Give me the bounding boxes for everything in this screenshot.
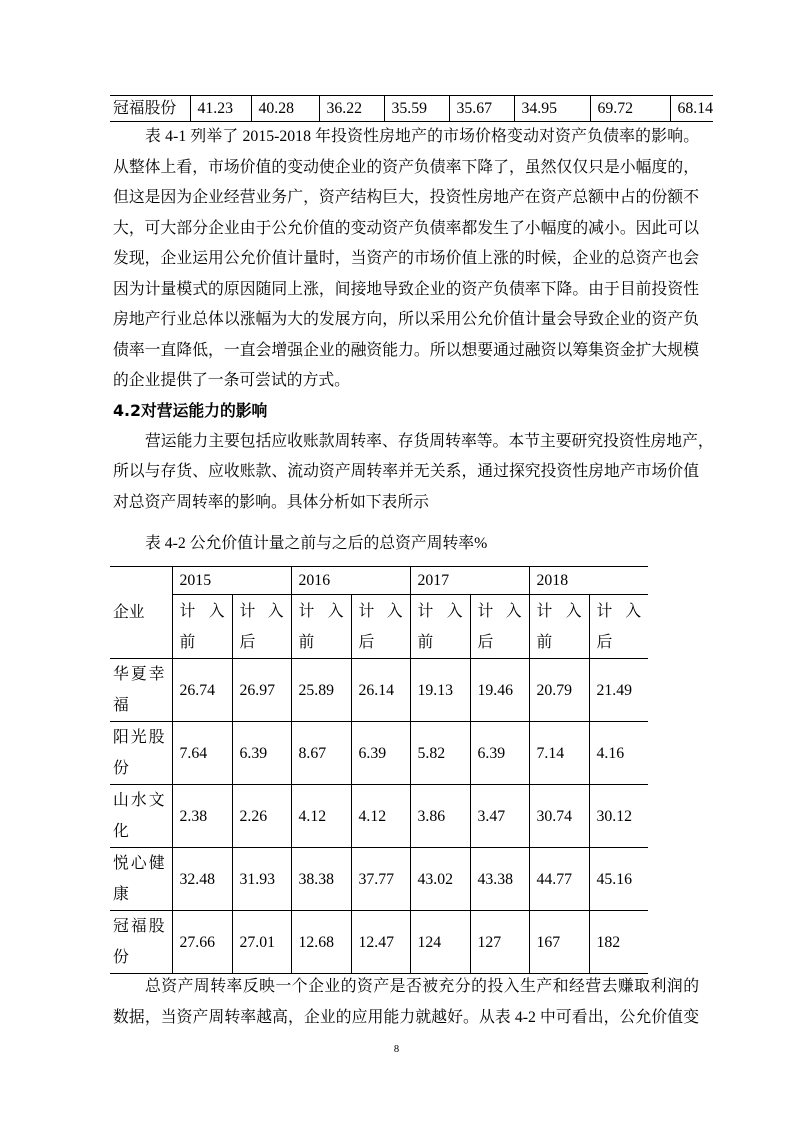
value-cell: 3.86 xyxy=(410,785,470,848)
sub-header-after: 计入后 xyxy=(351,595,410,659)
table-row xyxy=(110,848,648,911)
paragraph-line: 总资产周转率反映一个企业的资产是否被充分的投入生产和经营去赚取利润的 xyxy=(145,978,699,995)
value-cell: 20.79 xyxy=(529,659,589,722)
body-paragraph xyxy=(113,972,699,1033)
value-cell: 7.64 xyxy=(172,722,232,785)
value-cell: 26.14 xyxy=(351,659,410,722)
value-cell: 45.16 xyxy=(589,848,648,911)
value-cell: 5.82 xyxy=(410,722,470,785)
table-subheader-row xyxy=(110,595,648,659)
value-cell: 31.93 xyxy=(232,848,291,911)
value-cell: 40.28 xyxy=(251,96,319,122)
sub-header-after: 计入后 xyxy=(470,595,529,659)
value-cell: 36.22 xyxy=(319,96,384,122)
paragraph-line: 因为计量模式的原因随同上涨，间接地导致企业的资产负债率下降。由于目前投资性 xyxy=(113,280,699,298)
value-cell: 27.01 xyxy=(232,911,291,974)
body-paragraph xyxy=(113,427,714,519)
value-cell: 43.38 xyxy=(470,848,529,911)
value-cell: 30.74 xyxy=(529,785,589,848)
value-cell: 19.13 xyxy=(410,659,470,722)
sub-header-after: 计入后 xyxy=(232,595,291,659)
value-cell: 25.89 xyxy=(291,659,351,722)
value-cell: 35.67 xyxy=(449,96,514,122)
value-cell: 26.97 xyxy=(232,659,291,722)
value-cell: 182 xyxy=(589,911,648,974)
company-name-cell: 冠福股份 xyxy=(110,911,172,974)
table-caption: 表 4-2 公允价值计量之前与之后的总资产周转率% xyxy=(145,535,488,552)
paragraph-line: 表 4-1 列举了 2015-2018 年投资性房地产的市场价格变动对资产负债率的影响。 xyxy=(145,128,699,145)
company-name-cell: 山水文化 xyxy=(110,785,172,848)
value-cell: 2.38 xyxy=(172,785,232,848)
value-cell: 12.68 xyxy=(291,911,351,974)
company-name-cell: 冠福股份 xyxy=(110,96,190,122)
year-header: 2015 xyxy=(172,567,291,595)
sub-header-before: 计入前 xyxy=(410,595,470,659)
body-paragraph xyxy=(113,122,699,397)
value-cell: 7.14 xyxy=(529,722,589,785)
value-cell: 41.23 xyxy=(190,96,251,122)
paragraph-line: 所以与存货、应收账款、流动资产周转率并无关系，通过探究投资性房地产市场价值 xyxy=(113,463,699,480)
value-cell: 69.72 xyxy=(590,96,670,122)
value-cell: 4.12 xyxy=(291,785,351,848)
paragraph-line: 发现，企业运用公允价值计量时，当资产的市场价值上涨的时候，企业的总资产也会 xyxy=(113,250,699,267)
value-cell: 27.66 xyxy=(172,911,232,974)
value-cell: 43.02 xyxy=(410,848,470,911)
value-cell: 167 xyxy=(529,911,589,974)
paragraph-line: 大，可大部分企业由于公允价值的变动资产负债率都发生了小幅度的减小。因此可以 xyxy=(113,219,699,237)
paragraph-line: 营运能力主要包括应收账款周转率、存货周转率等。本节主要研究投资性房地产， xyxy=(145,432,714,450)
section-heading: 4.2对营运能力的影响 xyxy=(113,401,268,420)
year-header: 2018 xyxy=(529,567,648,595)
table-row xyxy=(110,911,648,974)
value-cell: 21.49 xyxy=(589,659,648,722)
year-header: 2016 xyxy=(291,567,410,595)
table-header-row xyxy=(110,567,648,595)
sub-header-before: 计入前 xyxy=(529,595,589,659)
value-cell: 4.12 xyxy=(351,785,410,848)
paragraph-line: 对总资产周转率的影响。具体分析如下表所示 xyxy=(113,493,429,511)
sub-header-before: 计入前 xyxy=(172,595,232,659)
value-cell: 3.47 xyxy=(470,785,529,848)
paragraph-line: 从整体上看，市场价值的变动使企业的资产负债率下降了，虽然仅仅只是小幅度的， xyxy=(113,158,699,176)
value-cell: 19.46 xyxy=(470,659,529,722)
value-cell: 38.38 xyxy=(291,848,351,911)
table-row xyxy=(110,785,648,848)
value-cell: 124 xyxy=(410,911,470,974)
value-cell: 6.39 xyxy=(232,722,291,785)
table-4-1-continuation xyxy=(110,95,713,122)
page-number: 8 xyxy=(393,1044,400,1055)
paragraph-line: 债率一直降低，一直会增强企业的融资能力。所以想要通过融资以筹集资金扩大规模 xyxy=(113,341,699,359)
value-cell: 32.48 xyxy=(172,848,232,911)
value-cell: 127 xyxy=(470,911,529,974)
data-table xyxy=(110,566,648,974)
value-cell: 35.59 xyxy=(384,96,449,122)
paragraph-line: 房地产行业总体以涨幅为大的发展方向，所以采用公允价值计量会导致企业的资产负 xyxy=(113,311,699,328)
table-row xyxy=(110,659,648,722)
value-cell: 6.39 xyxy=(470,722,529,785)
value-cell: 2.26 xyxy=(232,785,291,848)
value-cell: 68.14 xyxy=(670,96,713,122)
paragraph-line: 但这是因为企业经营业务广，资产结构巨大，投资性房地产在资产总额中占的份额不 xyxy=(113,189,699,206)
value-cell: 6.39 xyxy=(351,722,410,785)
value-cell: 37.77 xyxy=(351,848,410,911)
sub-header-after: 计入后 xyxy=(589,595,648,659)
year-header: 2017 xyxy=(410,567,529,595)
table-row xyxy=(110,96,713,122)
value-cell: 34.95 xyxy=(514,96,590,122)
paragraph-line: 数据，当资产周转率越高，企业的应用能力就越好。从表 4-2 中可看出，公允价值变 xyxy=(113,1008,699,1026)
paragraph-line: 的企业提供了一条可尝试的方式。 xyxy=(113,372,350,389)
value-cell: 26.74 xyxy=(172,659,232,722)
company-name-cell: 华夏幸福 xyxy=(110,659,172,722)
value-cell: 30.12 xyxy=(589,785,648,848)
value-cell: 4.16 xyxy=(589,722,648,785)
company-name-cell: 悦心健康 xyxy=(110,848,172,911)
corner-header-cell: 企业 xyxy=(110,567,172,659)
company-name-cell: 阳光股份 xyxy=(110,722,172,785)
value-cell: 8.67 xyxy=(291,722,351,785)
table-row xyxy=(110,722,648,785)
value-cell: 44.77 xyxy=(529,848,589,911)
sub-header-before: 计入前 xyxy=(291,595,351,659)
value-cell: 12.47 xyxy=(351,911,410,974)
